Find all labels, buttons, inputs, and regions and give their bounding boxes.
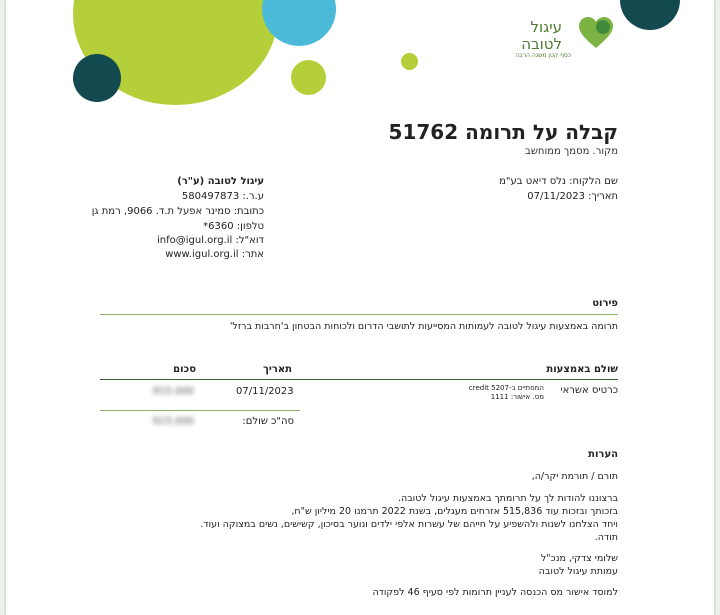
receipt-title: קבלה על תרומה 51762 (388, 120, 618, 144)
signer-organization: עמותת עיגול לטובה (538, 566, 618, 577)
logo-name: עיגול לטובה (521, 18, 562, 53)
payment-amount-value: 915.000 (152, 386, 194, 397)
notes-thanks: תודה. (594, 532, 618, 543)
payment-amount-column-header: סכום (173, 364, 196, 375)
details-divider (100, 314, 618, 315)
notes-line-2: בזכותך ובזכות עוד 515,836 אזרחים מעגלים, בשנת 2022 תרמנו 20 מיליון ש"ח, (291, 506, 618, 517)
org-email: דוא"ל: info@igul.org.il (156, 235, 264, 246)
decorative-circle-lime-small (401, 53, 418, 70)
org-website: אתר: www.igul.org.il (165, 249, 264, 260)
logo-heart-icon (578, 16, 614, 50)
decorative-circle-lime-medium (291, 60, 326, 95)
details-text: תרומה באמצעות עיגול לטובה לעמותות המסייעות לתושבי הדרום ולכוחות הבטחון ב'חרבות ברזל' (229, 321, 618, 332)
payment-header-divider (100, 379, 618, 380)
total-paid-label: סה"כ שולם: (242, 416, 294, 427)
notes-line-3: ויחד הצלחנו לשנות ולהשפיע על חייהם של עשרות אלפי ילדים ונוער בסיכון, קשישים, נשים במצוקה ועוד. (200, 519, 618, 530)
customer-date: תאריך: 07/11/2023 (527, 191, 618, 202)
receipt-page (6, 0, 714, 615)
payment-method-column-header: שולם באמצעות (546, 364, 618, 375)
notes-greeting: תורם / תורמת יקר/ה, (531, 471, 618, 482)
decorative-circle-dark-left (73, 54, 121, 102)
total-paid-value: 915.000 (152, 416, 194, 427)
payment-date-column-header: תאריך (263, 364, 292, 375)
payment-method-value: כרטיס אשראי (560, 385, 618, 396)
signer-name: שלומי צדקי, מנכ"ל (540, 553, 618, 564)
decorative-circle-dark-right (620, 0, 680, 30)
receipt-subtitle: מקור. מסמך ממוחשב (525, 146, 618, 157)
payment-date-value: 07/11/2023 (236, 386, 294, 397)
total-divider (100, 410, 300, 411)
org-phone: טלפון: 6360* (203, 221, 264, 232)
org-address: כתובת: סמינר אפעל ת.ד. 9066, רמת גן (91, 206, 264, 217)
notes-line-1: ברצוננו להודות לך על תרומתך באמצעות עיגול לטובה. (397, 493, 618, 504)
card-approval-info: מס. אישור: 1111 (490, 393, 544, 401)
org-name: עיגול לטובה (ע"ר) (177, 176, 264, 187)
customer-name: שם הלקוח: נלס דיאט בע"מ (499, 176, 618, 187)
card-ending-info: credit המסתיים ב-5207 (468, 384, 544, 392)
notes-heading: הערות (588, 449, 618, 460)
details-heading: פירוט (592, 298, 618, 309)
tax-approval-note: למוסד אישור מס הכנסה לעניין תרומות לפי סעיף 46 לפקודה (372, 587, 618, 598)
logo-tagline: כסף קטן משנה הרבה (515, 52, 571, 59)
org-reg-number: ע.ר.: 580497873 (181, 191, 264, 202)
